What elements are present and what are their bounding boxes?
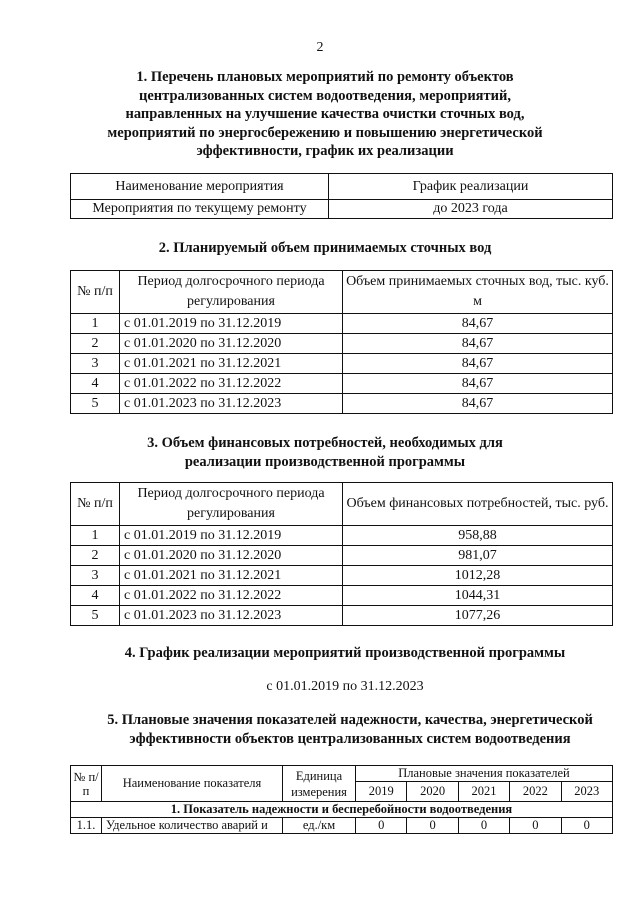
table-header-cell: Объем финансовых потребностей, тыс. руб. [343,483,613,526]
table-cell: 1 [71,526,120,546]
table-row [71,526,613,546]
table-row [71,818,613,834]
section4-period: с 01.01.2019 по 31.12.2023 [266,679,424,694]
section5-title-line: 5. Плановые значения показателей надежности, качества, энергетической [107,712,593,728]
table-header-cell: Плановые значения показателей [356,766,613,782]
table-row [71,354,613,374]
section4-title: 4. График реализации мероприятий производственной программы [124,645,566,661]
table-cell: 0 [407,818,458,834]
table-header-cell: Период долгосрочного периода регулирования [120,271,343,314]
table-header-cell: Наименование мероприятия [71,174,329,200]
table-cell: с 01.01.2019 по 31.12.2019 [120,314,343,334]
table-cell: 1044,31 [343,586,613,606]
table-cell: 0 [510,818,561,834]
table-cell: с 01.01.2020 по 31.12.2020 [120,334,343,354]
table-header-cell: Период долгосрочного периода регулирования [120,483,343,526]
table-cell: 3 [71,566,120,586]
table-cell: с 01.01.2019 по 31.12.2019 [120,526,343,546]
table-cell: 4 [71,586,120,606]
section3-title [60,434,590,471]
table-cell: с 01.01.2021 по 31.12.2021 [120,354,343,374]
table-row [71,606,613,626]
section1-table [70,173,613,219]
section2-title: 2. Планируемый объем принимаемых сточных вод [158,240,492,256]
year-header-cell: 2022 [510,782,561,802]
table-cell: 2 [71,334,120,354]
table-cell: 981,07 [343,546,613,566]
year-header-cell: 2023 [561,782,612,802]
table-cell: 84,67 [343,334,613,354]
table-row [71,394,613,414]
table-cell: 4 [71,374,120,394]
table-header-row [71,483,613,526]
table-cell: 5 [71,606,120,626]
page-number: 2 [316,40,324,55]
table-cell: с 01.01.2023 по 31.12.2023 [120,394,343,414]
table-cell: 3 [71,354,120,374]
table-header-row [71,766,613,782]
table-row [71,314,613,334]
table-cell: 0 [458,818,509,834]
table-cell: до 2023 года [329,200,613,219]
section2-table [70,270,613,414]
table-cell: с 01.01.2021 по 31.12.2021 [120,566,343,586]
table-cell: 1.1. [71,818,102,834]
table-header-cell: График реализации [329,174,613,200]
table-cell: с 01.01.2022 по 31.12.2022 [120,374,343,394]
table-cell: с 01.01.2022 по 31.12.2022 [120,586,343,606]
section5-title [60,711,640,748]
section5-table [70,765,613,834]
table-cell: 0 [561,818,612,834]
table-cell: с 01.01.2023 по 31.12.2023 [120,606,343,626]
table-cell: 1 [71,314,120,334]
table-header-cell: № п/п [71,766,102,802]
table-cell: ед./км [283,818,356,834]
table-row [71,546,613,566]
table-cell: 1012,28 [343,566,613,586]
section3-title-line: 3. Объем финансовых потребностей, необходимых для [147,435,503,451]
table-header-cell: Единица измерения [283,766,356,802]
section1-title-line: 1. Перечень плановых мероприятий по ремонту объектов [136,69,514,85]
table-row [71,566,613,586]
year-header-cell: 2021 [458,782,509,802]
section3-title-line: реализации производственной программы [184,453,466,470]
table-cell: 0 [356,818,407,834]
table-row [71,586,613,606]
table-subheader-cell: 1. Показатель надежности и бесперебойности водоотведения [71,802,613,818]
table-subheader-row [71,802,613,818]
section1-title-line: мероприятий по энергосбережению и повышению энергетической [107,124,543,141]
table-header-cell: Наименование показателя [102,766,283,802]
table-header-row [71,271,613,314]
table-row [71,374,613,394]
table-cell: 5 [71,394,120,414]
section1-title [60,68,590,161]
table-header-cell: № п/п [71,271,120,314]
section1-title-line: эффективности, график их реализации [196,143,454,159]
table-cell: 2 [71,546,120,566]
section3-table [70,482,613,626]
table-cell: 1077,26 [343,606,613,626]
section1-title-line: направленных на улучшение качества очистки сточных вод, [125,106,525,122]
table-cell: 84,67 [343,394,613,414]
table-row [71,200,613,219]
section5-title-line: эффективности объектов централизованных систем водоотведения [129,730,571,747]
table-header-cell: Объем принимаемых сточных вод, тыс. куб. м [343,271,613,314]
table-cell: 84,67 [343,314,613,334]
section1-title-line: централизованных систем водоотведения, мероприятий, [139,87,511,104]
table-cell: 84,67 [343,354,613,374]
table-cell: 84,67 [343,374,613,394]
year-header-cell: 2020 [407,782,458,802]
table-cell: с 01.01.2020 по 31.12.2020 [120,546,343,566]
table-cell: Мероприятия по текущему ремонту [71,200,329,219]
table-header-row [71,174,613,200]
year-header-cell: 2019 [356,782,407,802]
table-header-cell: № п/п [71,483,120,526]
table-cell: 958,88 [343,526,613,546]
table-cell: Удельное количество аварий и [102,818,283,834]
table-row [71,334,613,354]
